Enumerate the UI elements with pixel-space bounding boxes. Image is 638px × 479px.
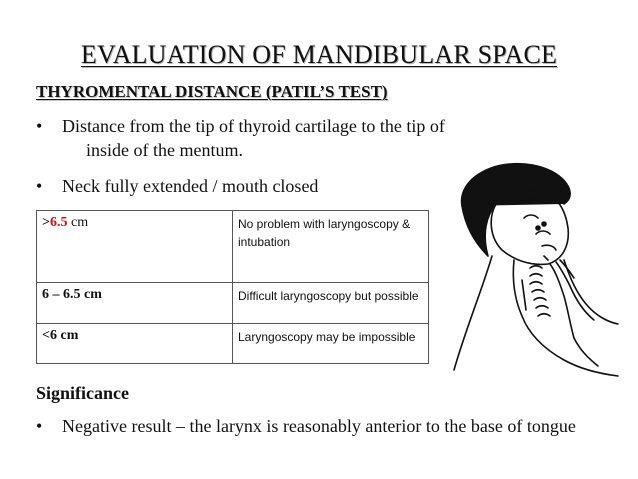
bullet-text-line1: Distance from the tip of thyroid cartilage to the tip of bbox=[62, 116, 445, 136]
table-cell-description: Laryngoscopy may be impossible bbox=[233, 323, 429, 363]
significance-heading: Significance bbox=[36, 383, 129, 403]
significance-text: Negative result – the larynx is reasonably anterior to the base of tongue bbox=[62, 416, 576, 436]
table-row bbox=[37, 211, 429, 283]
bullet-dot: • bbox=[36, 116, 43, 136]
bullet-dot: • bbox=[36, 416, 43, 436]
table-cell-range: 6 – 6.5 cm bbox=[37, 283, 233, 323]
table-cell-range: <6 cm bbox=[37, 323, 233, 363]
bullet-significance bbox=[36, 414, 602, 438]
table-row bbox=[37, 283, 429, 323]
bullet-neck bbox=[36, 174, 422, 198]
page-title: EVALUATION OF MANDIBULAR SPACE bbox=[80, 40, 558, 69]
table-row bbox=[37, 323, 429, 363]
table-cell-range bbox=[37, 211, 233, 283]
threshold-value: 6.5 bbox=[49, 215, 68, 230]
patient-neck-extended-measurement-icon bbox=[452, 160, 620, 382]
bullet-dot: • bbox=[36, 176, 43, 196]
table-cell-description: No problem with laryngoscopy & intubation bbox=[233, 211, 429, 283]
unit-label: cm bbox=[67, 215, 89, 230]
greater-than-sign: > bbox=[42, 215, 50, 230]
bullet-distance bbox=[36, 114, 532, 162]
section-subtitle: THYROMENTAL DISTANCE (PATIL’S TEST) bbox=[36, 82, 388, 101]
thyromental-table bbox=[36, 210, 429, 364]
table-cell-description: Difficult laryngoscopy but possible bbox=[233, 283, 429, 323]
bullet-text-line2: inside of the mentum. bbox=[86, 140, 243, 160]
bullet-text: Neck fully extended / mouth closed bbox=[62, 176, 319, 196]
